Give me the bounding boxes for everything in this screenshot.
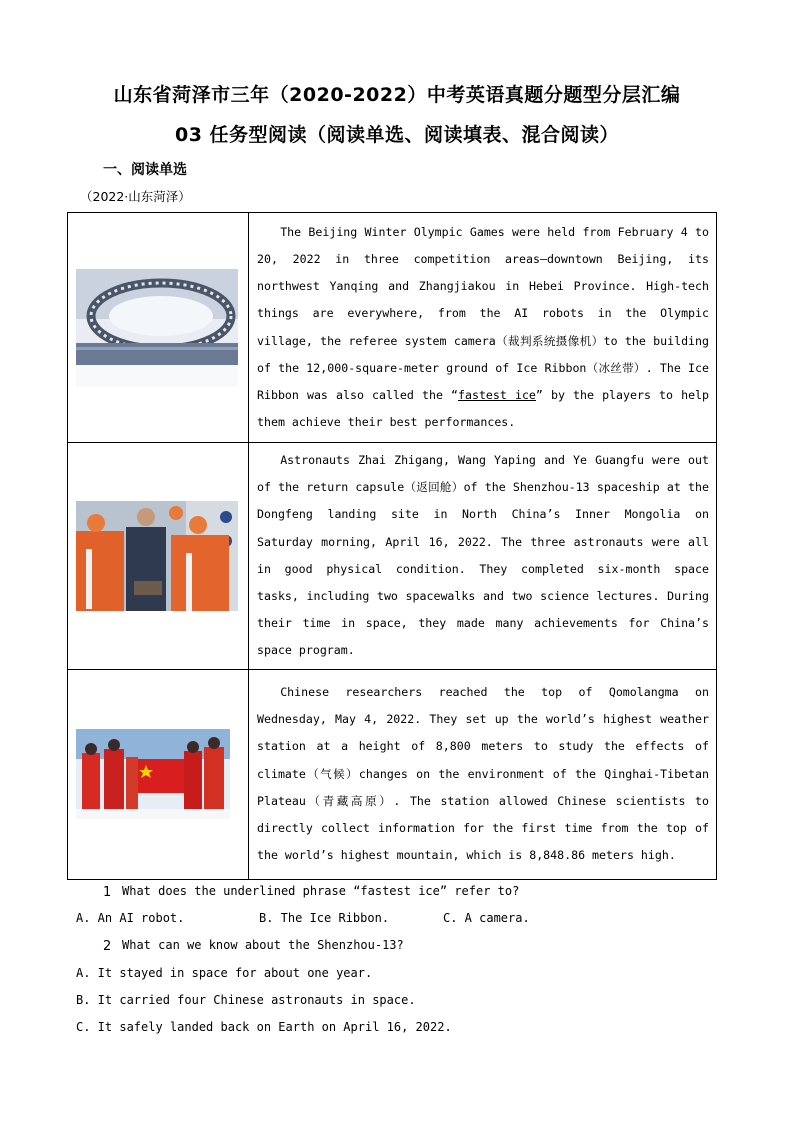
section-heading: 一、阅读单选: [103, 162, 187, 178]
passage-cell: [249, 669, 717, 879]
question-number: 2: [103, 939, 112, 954]
option-b[interactable]: B. The Ice Ribbon.: [259, 911, 390, 925]
option-c[interactable]: C. A camera.: [443, 911, 530, 925]
passage-1: [257, 219, 709, 437]
question-stem: What can we know about the Shenzhou-13?: [122, 938, 404, 952]
passage-1-text-after: ” by the players to help them achieve their best performances.: [257, 387, 710, 430]
astronauts-photo: [76, 501, 238, 611]
underlined-phrase: fastest ice: [458, 387, 536, 402]
image-cell: [68, 443, 249, 670]
option-c[interactable]: C. It safely landed back on Earth on April 16, 2022.: [76, 1020, 452, 1034]
option-a[interactable]: A. An AI robot.: [76, 911, 185, 925]
question-source: （2022·山东菏泽）: [80, 189, 191, 204]
question-number: 1: [103, 885, 112, 900]
table-row: [68, 443, 717, 670]
passage-3: Chinese researchers reached the top of Qomolangma on Wednesday, May 4, 2022. They set up the world’s highest weather station at a height of 8,800 meters to study the effects of climate（气候）changes on the environment of the Qinghai-Tibetan Plateau（青藏高原）. The station allowed Chinese scientists to directly collect information for the first time from the top of the world’s highest mountain, which is 8,848.86 meters high.: [257, 684, 709, 863]
reading-table: [67, 212, 717, 880]
passage-1-text-before: The Beijing Winter Olympic Games were held from February 4 to 20, 2022 in three competition areas—downtown Beijing, its northwest Yanqing and Zhangjiakou in Hebei Province. High-tech things are everywhere, from the AI robots in the Olympic village, the referee system camera（裁判系统摄像机）to the building of the 12,000-square-meter ground of Ice Ribbon（冰丝带）. The Ice Ribbon was also called the “: [257, 224, 709, 402]
ice-ribbon-photo: [76, 269, 238, 387]
image-cell: [68, 669, 249, 879]
passage-2: Astronauts Zhai Zhigang, Wang Yaping and Ye Guangfu were out of the return capsule（返回舱）of the Shenzhou-13 spaceship at the Dongfeng landing site in North China’s Inner Mongolia on Saturday morning, April 16, 2022. The three astronauts were all in good physical condition. They completed six-month space tasks, including two spacewalks and two science lectures. During their time in space, they made many achievements for China’s space program.: [257, 453, 709, 658]
question-stem: What does the underlined phrase “fastest ice” refer to?: [122, 884, 520, 898]
option-a[interactable]: A. It stayed in space for about one year.: [76, 966, 373, 980]
document-subtitle: 03 任务型阅读（阅读单选、阅读填表、混合阅读）: [174, 124, 620, 146]
table-row: [68, 669, 717, 879]
option-b[interactable]: B. It carried four Chinese astronauts in space.: [76, 993, 416, 1007]
qomolangma-team-photo: [76, 729, 230, 819]
document-title: 山东省菏泽市三年（2020-2022）中考英语真题分题型分层汇编: [113, 84, 681, 106]
table-row: [68, 213, 717, 443]
image-cell: [68, 213, 249, 443]
passage-cell: [249, 443, 717, 670]
passage-cell: [249, 213, 717, 443]
